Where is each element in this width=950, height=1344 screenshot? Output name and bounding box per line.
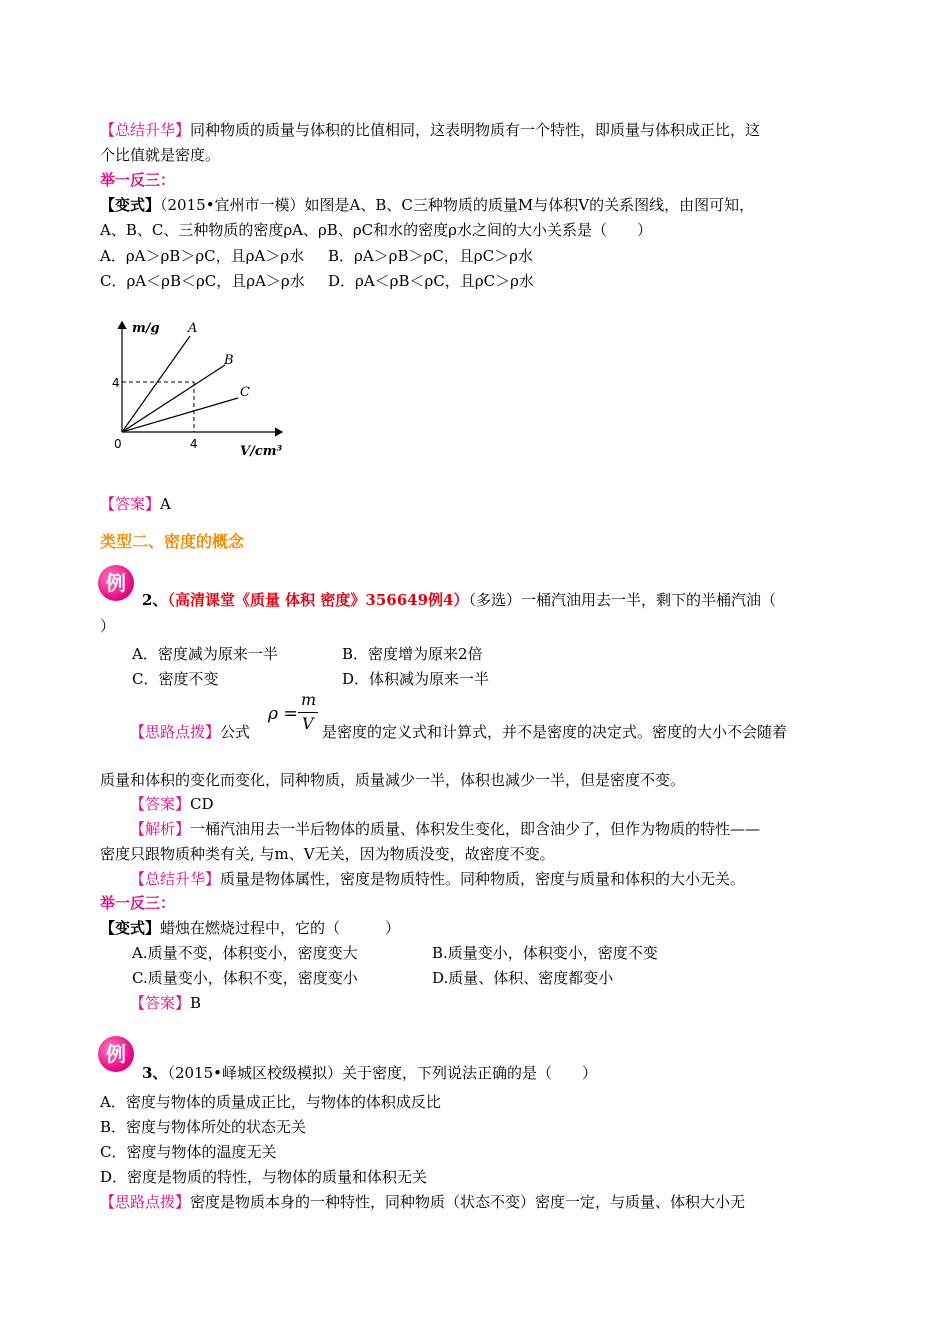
hint-post: 是密度的定义式和计算式，并不是密度的决定式。密度的大小不会随着	[322, 723, 788, 741]
question-3-option-a: A．密度与物体的质量成正比，与物体的体积成反比	[100, 1093, 441, 1111]
answer-value: B	[190, 994, 202, 1012]
line-a	[122, 336, 190, 432]
formula-denominator: V	[302, 714, 314, 733]
analysis-tag: 【解析】	[130, 820, 191, 838]
variant-option-a: A．ρA＞ρB＞ρC，且ρA＞ρ水	[100, 247, 305, 265]
summary-text-1: 同种物质的质量与体积的比值相同，这表明物质有一个特性，即质量与体积成正比，这	[190, 121, 761, 139]
formula-lhs: ρ =	[268, 704, 298, 724]
question-2-answer	[130, 794, 214, 814]
section-heading: 类型二、密度的概念	[100, 532, 245, 551]
variant-2-tag: 【变式】	[100, 919, 161, 937]
variant-tag: 【变式】	[100, 196, 161, 214]
variant-text-1: （2015•宜州市一模）如图是A、B、C三种物质的质量M与体积V的关系图线，由图可知，	[160, 196, 755, 214]
question-3-option-b: B．密度与物体所处的状态无关	[100, 1118, 307, 1136]
variant-option-d: D．ρA＜ρB＜ρC，且ρC＞ρ水	[328, 272, 534, 290]
answer-tag: 【答案】	[130, 994, 191, 1012]
example-badge-icon: 例	[98, 1036, 134, 1072]
y-axis-label: m/g	[132, 321, 160, 336]
question-2-option-d: D．体积减为原来一半	[342, 670, 490, 688]
formula-numerator: m	[301, 690, 317, 709]
question-2-number: 2、	[142, 591, 168, 609]
variant-option-b: B．ρA＞ρB＞ρC，且ρC＞ρ水	[328, 247, 533, 265]
hint-tag: 【思路点拨】	[100, 1193, 191, 1211]
formula-fraction-bar	[298, 712, 318, 713]
question-2-option-a: A．密度减为原来一半	[132, 645, 278, 663]
origin-label: 0	[114, 437, 122, 451]
summary-text: 质量是物体属性，密度是物质特性。同种物质，密度与质量和体积的大小无关。	[220, 870, 746, 888]
variant-option-c: C．ρA＜ρB＜ρC，且ρA＞ρ水	[100, 272, 305, 290]
variant-2-answer	[130, 993, 201, 1013]
variant-2-option-a: A.质量不变，体积变小，密度变大	[132, 944, 358, 962]
question-3-hint	[100, 1192, 745, 1212]
question-2-summary	[130, 869, 745, 889]
variant-2-question	[100, 918, 400, 938]
question-2-analysis	[130, 819, 760, 839]
label-b: B	[224, 353, 234, 368]
hint-text: 密度是物质本身的一种特性，同种物质（状态不变）密度一定，与质量、体积大小无	[190, 1193, 746, 1211]
analysis-text-1: 一桶汽油用去一半后物体的质量、体积发生变化，即含油少了，但作为物质的特性——	[190, 820, 761, 838]
label-a: A	[188, 321, 198, 336]
x-axis-label: V/cm³	[240, 444, 283, 459]
variant-2-option-b: B.质量变小，体积变小，密度不变	[432, 944, 658, 962]
question-3-text: （2015•峄城区校级模拟）关于密度，下列说法正确的是（ ）	[167, 1064, 597, 1082]
question-2-text-2: ）	[100, 617, 116, 635]
mass-volume-graph	[100, 310, 300, 470]
question-2-hint	[130, 722, 250, 742]
line-c	[122, 398, 238, 432]
question-3-option-c: C．密度与物体的温度无关	[100, 1143, 277, 1161]
summary-tag: 【总结升华】	[100, 121, 191, 139]
summary-tag: 【总结升华】	[130, 870, 221, 888]
example-badge-icon: 例	[98, 565, 134, 601]
answer-value: CD	[190, 795, 214, 813]
question-3-option-d: D．密度是物质的特性，与物体的质量和体积无关	[100, 1168, 428, 1186]
answer-value: A	[160, 495, 171, 513]
variant-2-option-d: D.质量、体积、密度都变小	[432, 969, 614, 987]
question-3	[142, 1063, 597, 1083]
x-tick-label: 4	[190, 437, 198, 451]
hint-tag: 【思路点拨】	[130, 723, 221, 741]
label-c: C	[240, 385, 250, 400]
answer-tag: 【答案】	[130, 795, 191, 813]
variant-2-text: 蜡烛在燃烧过程中，它的（ ）	[160, 919, 401, 937]
hint-text-2: 质量和体积的变化而变化，同种物质，质量减少一半，体积也减少一半，但是密度不变。	[100, 771, 686, 789]
question-3-number: 3、	[142, 1064, 168, 1082]
practice-heading: 举一反三：	[100, 171, 176, 189]
practice-heading-2: 举一反三：	[100, 894, 176, 912]
summary-text-2: 个比值就是密度。	[100, 146, 221, 164]
line-b	[122, 365, 225, 432]
answer-1	[100, 494, 171, 514]
variant-question	[100, 195, 754, 215]
y-tick-label: 4	[112, 376, 120, 390]
answer-tag: 【答案】	[100, 495, 161, 513]
variant-text-2: A、B、C、三种物质的密度ρA、ρB、ρC和水的密度ρ水之间的大小关系是（ ）	[100, 221, 652, 239]
question-2	[142, 590, 776, 610]
summary-paragraph	[100, 120, 760, 140]
variant-2-option-c: C.质量变小，体积不变，密度变小	[132, 969, 358, 987]
question-2-option-b: B．密度增为原来2倍	[342, 645, 483, 663]
question-2-text: （多选）一桶汽油用去一半，剩下的半桶汽油（	[468, 591, 776, 609]
question-2-reference: （高清课堂《质量 体积 密度》356649例4）	[167, 591, 469, 609]
analysis-text-2: 密度只跟物质种类有关, 与m、V无关，因为物质没变，故密度不变。	[100, 845, 555, 863]
question-2-option-c: C．密度不变	[132, 670, 219, 688]
hint-pre: 公式	[220, 723, 251, 741]
